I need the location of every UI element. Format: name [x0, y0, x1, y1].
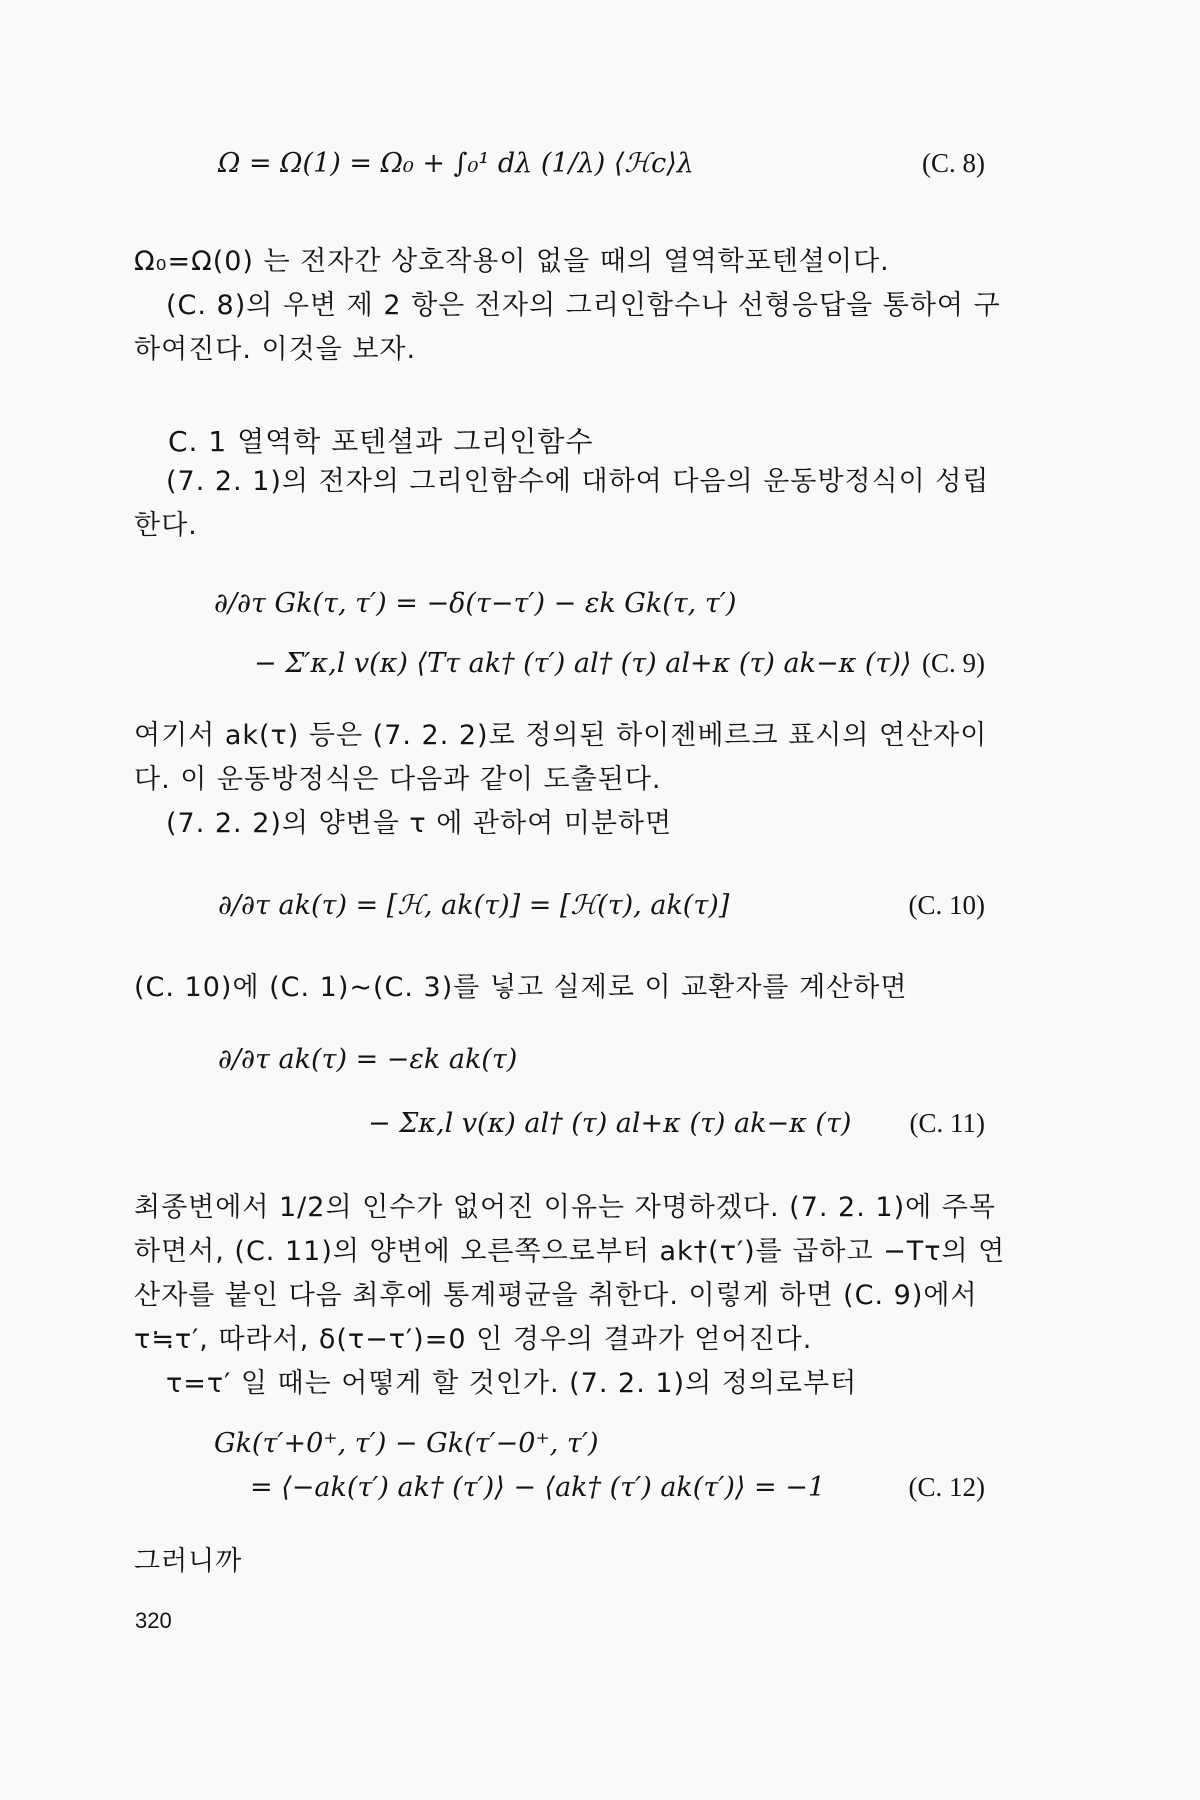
equation-c8-number: (C. 8) [922, 148, 985, 178]
paragraph-3: (7. 2. 1)의 전자의 그리인함수에 대하여 다음의 운동방정식이 성립한다. [134, 466, 990, 541]
paragraph-1: Ω₀=Ω(0) 는 전자간 상호작용이 없을 때의 열역학포텐셜이다. [134, 246, 890, 277]
equation-c12-line2-expr: = ⟨−ak(τ′) ak† (τ′)⟩ − ⟨ak† (τ′) ak(τ′)⟩ = −1 [250, 1472, 826, 1503]
paragraph-7: 최종변에서 1/2의 인수가 없어진 이유는 자명하겠다. (7. 2. 1)에 주목하면서, (C. 11)의 양변에 오른쪽으로부터 ak†(τ′)를 곱하고 −Tτ의 연산자를 붙인 다음 최후에 통계평균을 취한다. 이렇게 하면 (C. 9)에서 τ≒τ′, 따라서, δ(τ−τ′)=0 인 경우의 결과가 얻어진다. [134, 1192, 1006, 1355]
equation-c11-number: (C. 11) [909, 1108, 985, 1138]
equation-c11-line2-expr: − Σκ,l v(κ) al† (τ) al+κ (τ) ak−κ (τ) [368, 1108, 852, 1139]
equation-c9-line1-expr: ∂/∂τ Gk(τ, τ′) = −δ(τ−τ′) − εk Gk(τ, τ′) [214, 588, 737, 619]
equation-c9-line2-expr: − Σ′κ,l v(κ) ⟨Tτ ak† (τ′) al† (τ) al+κ (τ) ak−κ (τ)⟩ [254, 648, 912, 679]
paragraph-2: (C. 8)의 우변 제 2 항은 전자의 그리인함수나 선형응답을 통하여 구하여진다. 이것을 보자. [134, 290, 1001, 365]
paragraph-8: τ=τ′ 일 때는 어떻게 할 것인가. (7. 2. 1)의 정의로부터 [166, 1368, 858, 1399]
equation-c12-number: (C. 12) [908, 1472, 985, 1502]
paragraph-4: 여기서 ak(τ) 등은 (7. 2. 2)로 정의된 하이젠베르크 표시의 연산자이다. 이 운동방정식은 다음과 같이 도출된다. [134, 720, 988, 795]
section-heading: C. 1 열역학 포텐셜과 그리인함수 [168, 425, 594, 458]
paragraph-5: (7. 2. 2)의 양변을 τ 에 관하여 미분하면 [166, 808, 673, 839]
equation-c12-line1-expr: Gk(τ′+0⁺, τ′) − Gk(τ′−0⁺, τ′) [214, 1428, 599, 1459]
equation-c9-number: (C. 9) [922, 648, 985, 678]
equation-c11-line1-expr: ∂/∂τ ak(τ) = −εk ak(τ) [218, 1044, 518, 1075]
equation-c10-expr: ∂/∂τ ak(τ) = [ℋ, ak(τ)] = [ℋ(τ), ak(τ)] [218, 890, 730, 921]
paragraph-9: 그러니까 [134, 1546, 243, 1577]
paragraph-6: (C. 10)에 (C. 1)∼(C. 3)를 넣고 실제로 이 교환자를 계산하면 [134, 972, 908, 1003]
equation-c8-expr: Ω = Ω(1) = Ω₀ + ∫₀¹ dλ (1/λ) ⟨ℋc⟩λ [218, 148, 694, 179]
equation-c10-number: (C. 10) [908, 890, 985, 920]
page-number: 320 [135, 1608, 172, 1633]
